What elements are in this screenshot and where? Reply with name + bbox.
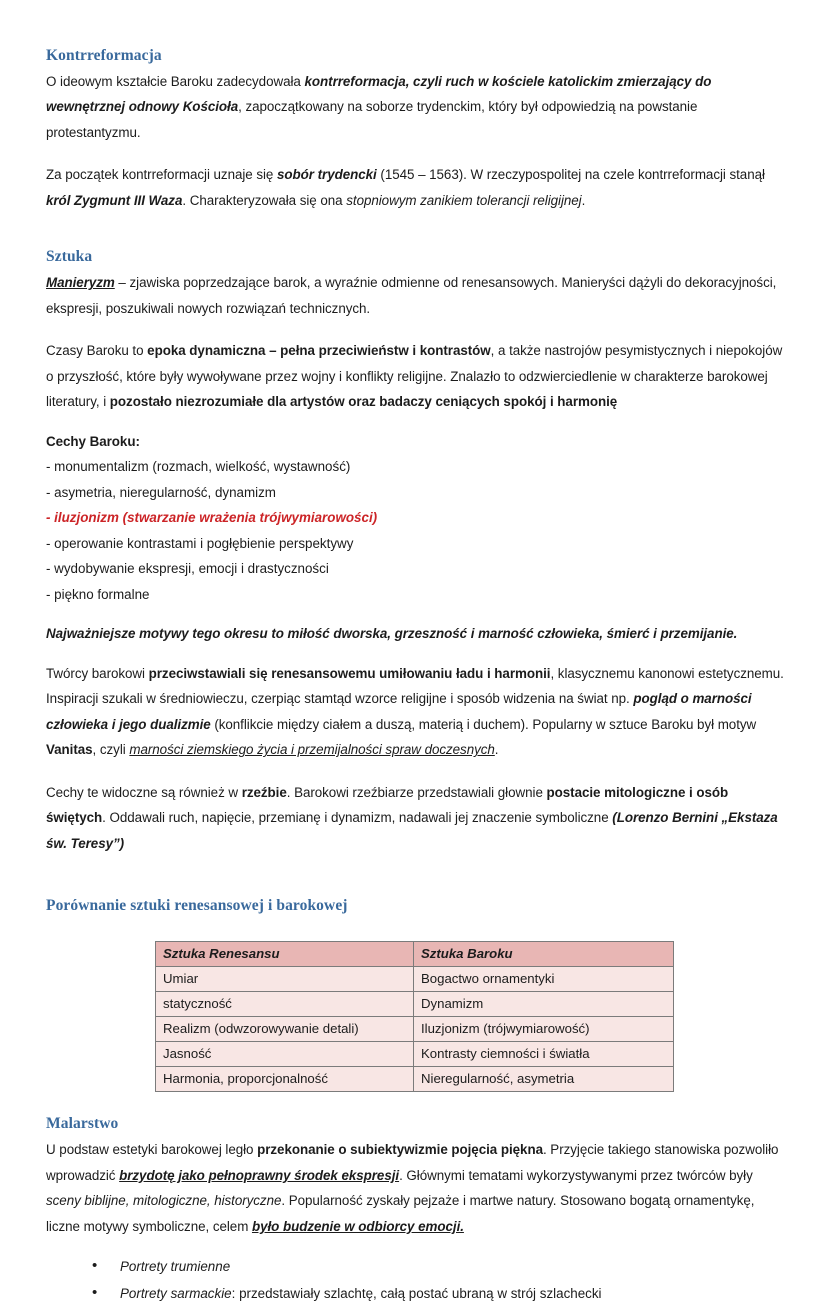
text-run: Cechy te widoczne są również w — [46, 784, 242, 800]
spacer — [46, 213, 788, 247]
text-run: . Charakteryzowała się ona — [182, 192, 347, 208]
list-item-highlighted: - iluzjonizm (stwarzanie wrażenia trójwymiarowości) — [46, 510, 378, 526]
table-cell: Dynamizm — [414, 992, 674, 1017]
label-cechy-baroku: Cechy Baroku: — [46, 433, 140, 449]
text-run: (1545 – 1563). W rzeczypospolitej na czele kontrreformacji stanął — [376, 167, 765, 183]
list-item: - piękno formalne — [46, 586, 150, 602]
emphasis-run: (Lorenzo Bernini „Ekstaza św. Teresy”) — [46, 810, 778, 851]
text-run: . — [494, 742, 499, 758]
list-item: - operowanie kontrastami i pogłębienie perspektywy — [46, 535, 354, 551]
bold-run: rzeźbie — [241, 784, 287, 800]
emphasis-run: Manieryzm — [46, 275, 115, 291]
text-run: . Przyjęcie takiego stanowiska pozwoliło wprowadzić — [46, 1142, 779, 1183]
text-run: , a także nastrojów pesymistycznych i niepokojów o przyszłość, które były wywoływane przez wojny i konflikty religijne. Znalazło to odzwierciedlenie w charakterze barokowej literatury, i — [46, 343, 783, 410]
table-cell: statyczność — [156, 992, 414, 1017]
underline-run: marności ziemskiego życia i przemijalności spraw doczesnych — [129, 742, 495, 758]
spacer — [46, 415, 788, 429]
italic-run: stopniowym zanikiem tolerancji religijnej — [346, 192, 582, 208]
text-run: . Popularność zyskały pejzaże i martwe natury. Stosowano bogatą ornamentykę, liczne motywy symboliczne, celem — [46, 1193, 755, 1234]
bold-run: Vanitas — [46, 742, 93, 758]
text-run: , czyli — [92, 742, 130, 758]
text-run: (konflikcie między ciałem a duszą, materią i duchem). Popularny w sztuce Baroku był motyw — [210, 716, 757, 732]
spacer — [46, 856, 788, 896]
emphasis-run: pogląd o marności człowieka i jego dualizmie — [46, 691, 752, 732]
text-run: , klasycznemu kanonowi estetycznemu. Inspiracji szukali w średniowieczu, czerpiąc stamtąd wzorce religijne i sposób widzenia na świat np. — [46, 665, 784, 707]
bold-run: epoka dynamiczna – pełna przeciwieństw i kontrastów — [147, 343, 491, 359]
text-run: O ideowym kształcie Baroku zadecydowała — [46, 73, 305, 89]
bold-run: pozostało niezrozumiałe dla artystów oraz badaczy ceniących spokój i harmonię — [109, 394, 618, 410]
table-cell: Harmonia, proporcjonalność — [156, 1067, 414, 1092]
list-item — [92, 1280, 788, 1307]
list-malarstwo-portrety — [46, 1253, 788, 1307]
emphasis-run: kontrreformacja, czyli ruch w kościele katolickim zmierzający do wewnętrznej odnowy Kościoła — [46, 73, 712, 115]
table-header-row — [156, 942, 674, 967]
text-run: . Głównymi tematami wykorzystywanymi przez twórców były — [399, 1167, 753, 1183]
text-run: U podstaw estetyki barokowej legło — [46, 1142, 258, 1158]
table-cell: Kontrasty ciemności i światła — [414, 1042, 674, 1067]
text-run: . — [581, 192, 586, 208]
spacer — [46, 647, 788, 661]
spacer — [46, 607, 788, 621]
list-cechy-baroku — [46, 454, 788, 607]
table-row — [156, 1017, 674, 1042]
table-row — [156, 1042, 674, 1067]
spacer — [46, 919, 788, 941]
paragraph-kontrreformacja-2 — [46, 162, 788, 213]
table-row — [156, 967, 674, 992]
table-row — [156, 992, 674, 1017]
comparison-table — [155, 941, 674, 1092]
bold-run: przekonanie o subiektywizmie pojęcia piękna — [257, 1142, 543, 1158]
paragraph-malarstwo-1 — [46, 1137, 788, 1239]
list-item — [92, 1253, 788, 1280]
table-header-cell: Sztuka Baroku — [414, 942, 674, 967]
spacer — [46, 1092, 788, 1114]
paragraph-kontrreformacja-1 — [46, 69, 788, 146]
italic-run: Portrety trumienne — [120, 1259, 231, 1275]
text-run: . Barokowi rzeźbiarze przedstawiali głownie — [286, 784, 547, 800]
list-item: - asymetria, nieregularność, dynamizm — [46, 484, 276, 500]
paragraph-sztuka-tworcy — [46, 661, 788, 763]
bold-run: przeciwstawiali się renesansowemu umiłowaniu ładu i harmonii — [148, 665, 551, 681]
italic-run: Portrety sarmackie — [120, 1286, 232, 1302]
emphasis-run: król Zygmunt III Waza — [46, 192, 183, 208]
emphasis-run: było budzenie w odbiorcy emocji. — [251, 1218, 464, 1234]
comparison-table-wrapper — [155, 941, 673, 1092]
table-cell: Umiar — [156, 967, 414, 992]
italic-run: sceny biblijne, mitologiczne, historyczne — [46, 1193, 282, 1209]
text-run: . Oddawali ruch, napięcie, przemianę i dynamizm, nadawali jej znaczenie symboliczne — [102, 810, 613, 826]
table-cell: Iluzjonizm (trójwymiarowość) — [414, 1017, 674, 1042]
emphasis-run: sobór trydencki — [277, 167, 377, 183]
bold-run: postacie mitologiczne i osób świętych — [46, 784, 729, 826]
table-cell: Bogactwo ornamentyki — [414, 967, 674, 992]
document-content — [46, 46, 788, 1307]
heading-malarstwo: Malarstwo — [46, 1115, 119, 1133]
paragraph-sztuka-rzezba — [46, 780, 788, 857]
spacer — [46, 1239, 788, 1253]
table-row — [156, 1067, 674, 1092]
paragraph-motywy: Najważniejsze motywy tego okresu to miłość dworska, grzeszność i marność człowieka, śmierć i przemijanie. — [46, 626, 738, 642]
list-item: - wydobywanie ekspresji, emocji i drastyczności — [46, 561, 329, 577]
text-run: , zapoczątkowany na soborze trydenckim, który był odpowiedzią na powstanie protestantyzmu. — [46, 99, 698, 140]
heading-sztuka: Sztuka — [46, 248, 93, 266]
table-cell: Jasność — [156, 1042, 414, 1067]
paragraph-sztuka-epoka — [46, 338, 788, 415]
heading-kontrreformacja: Kontrreformacja — [46, 47, 162, 64]
list-item: - monumentalizm (rozmach, wielkość, wystawność) — [46, 459, 351, 475]
paragraph-sztuka-manieryzm — [46, 270, 788, 321]
heading-porownanie: Porównanie sztuki renesansowej i barokowej — [46, 897, 348, 915]
text-run: Za początek kontrreformacji uznaje się — [46, 167, 278, 183]
text-run: – zjawiska poprzedzające barok, a wyraźnie odmienne od renesansowych. Manieryści dążyli do dekoracyjności, ekspresji, poszukiwali nowych rozwiązań technicznych. — [46, 275, 777, 316]
text-run: : przedstawiały szlachtę, całą postać ubraną w strój szlachecki — [231, 1286, 602, 1302]
emphasis-run: brzydotę jako pełnoprawny środek ekspresji — [119, 1167, 400, 1183]
table-header-cell: Sztuka Renesansu — [156, 942, 414, 967]
text-run: Czasy Baroku to — [46, 343, 148, 359]
text-run: Twórcy barokowi — [46, 665, 149, 681]
table-cell: Nieregularność, asymetria — [414, 1067, 674, 1092]
table-cell: Realizm (odwzorowywanie detali) — [156, 1017, 414, 1042]
